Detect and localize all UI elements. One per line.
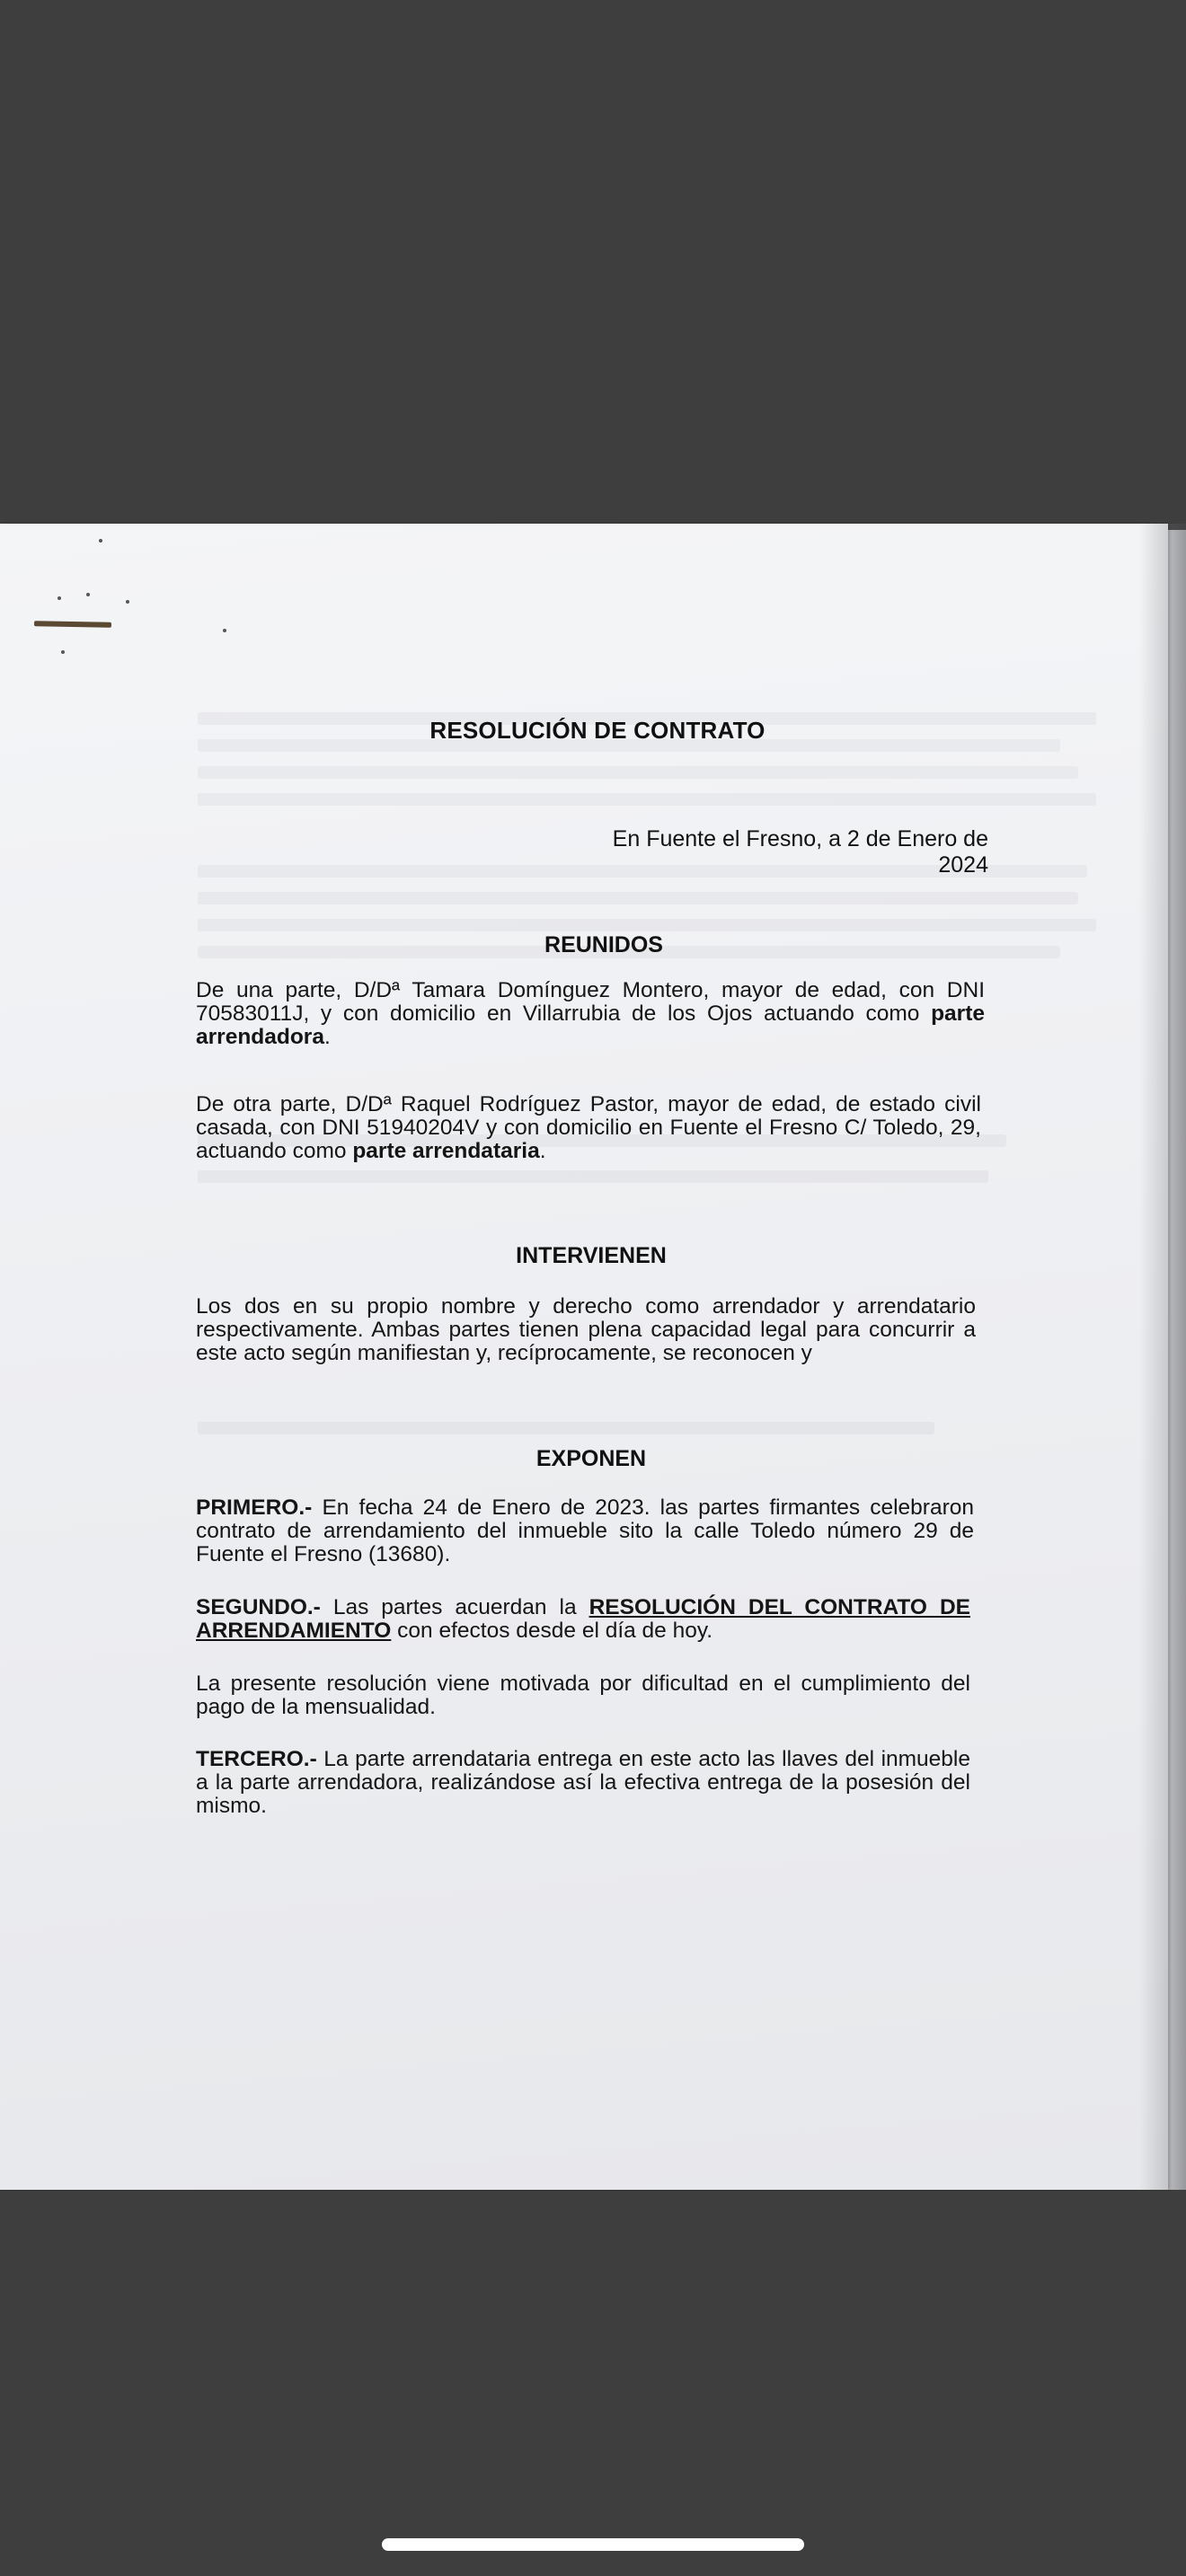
paragraph-end: . bbox=[323, 1025, 331, 1049]
heading-exponen: EXPONEN bbox=[535, 1446, 647, 1471]
heading-intervienen: INTERVIENEN bbox=[516, 1243, 667, 1268]
bleed-through bbox=[198, 766, 1078, 779]
clause-text: En fecha 24 de Enero de 2023. las partes firmantes celebraron contrato de arrendamiento del inmueble sito la calle Toledo número 29 de Fuente el Fresno (13680). bbox=[196, 1495, 974, 1566]
page-edge-shadow bbox=[1139, 524, 1186, 2190]
document-title: RESOLUCIÓN DE CONTRATO bbox=[429, 717, 766, 744]
bold-term: parte arrendadora bbox=[196, 1001, 985, 1049]
clause-label: SEGUNDO.- bbox=[196, 1595, 321, 1619]
bleed-through bbox=[198, 793, 1096, 806]
paragraph-segundo bbox=[196, 1596, 970, 1643]
paragraph-intervienen: Los dos en su propio nombre y derecho como arrendador y arrendatario respectivamente. Ambas partes tienen plena capacidad legal para concurrir a este acto según manifiestan y, recíprocamente, se reconocen y bbox=[196, 1294, 976, 1365]
clause-text: Las partes acuerdan la bbox=[320, 1595, 589, 1619]
speck bbox=[126, 600, 129, 604]
paragraph-tercero bbox=[196, 1748, 970, 1818]
speck bbox=[99, 539, 102, 543]
paragraph-end: . bbox=[539, 1139, 546, 1163]
speck bbox=[86, 593, 90, 596]
speck bbox=[61, 650, 65, 654]
speck bbox=[223, 629, 226, 632]
paragraph-arrendadora bbox=[196, 979, 985, 1049]
bleed-through bbox=[198, 1422, 934, 1434]
bleed-through bbox=[198, 919, 1096, 931]
paragraph-text: De una parte, D/Dª Tamara Domínguez Montero, mayor de edad, con DNI 70583011J, y con domicilio en Villarrubia de los Ojos actuando como bbox=[196, 978, 985, 1026]
bleed-through bbox=[198, 892, 1078, 904]
clause-label: TERCERO.- bbox=[196, 1747, 317, 1771]
paragraph-primero bbox=[196, 1496, 974, 1566]
speck bbox=[58, 596, 61, 600]
underlined-term: RESOLUCIÓN DEL CONTRATO DE ARRENDAMIENTO bbox=[196, 1595, 970, 1643]
bold-term: parte arrendataria bbox=[352, 1139, 540, 1163]
clause-text: La parte arrendataria entrega en este acto las llaves del inmueble a la parte arrendadora, realizándose así la efectiva entrega de la posesión del mismo. bbox=[196, 1747, 970, 1818]
clause-label: PRIMERO.- bbox=[196, 1495, 313, 1520]
clause-text: con efectos desde el día de hoy. bbox=[391, 1619, 713, 1643]
paragraph-arrendataria bbox=[196, 1093, 981, 1163]
paragraph-text: De otra parte, D/Dª Raquel Rodríguez Pastor, mayor de edad, de estado civil casada, con DNI 51940204V y con domicilio en Fuente el Fresno C/ Toledo, 29, actuando como bbox=[196, 1092, 981, 1163]
home-indicator[interactable] bbox=[382, 2538, 804, 2551]
heading-reunidos: REUNIDOS bbox=[544, 932, 663, 957]
bleed-through bbox=[198, 1170, 988, 1183]
date-place-line: En Fuente el Fresno, a 2 de Enero de 2024 bbox=[612, 826, 988, 878]
paragraph-motivo: La presente resolución viene motivada por dificultad en el cumplimiento del pago de la mensualidad. bbox=[196, 1672, 970, 1719]
